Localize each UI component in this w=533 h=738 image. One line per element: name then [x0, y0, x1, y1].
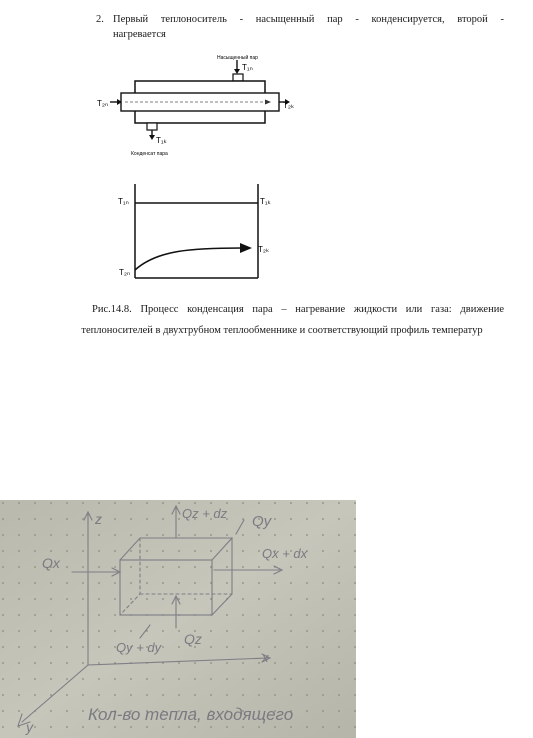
notebook-photo	[0, 500, 356, 738]
profile-t1n: T₁ₙ	[118, 197, 129, 206]
steam-inlet-label: Насыщенный пар	[217, 55, 258, 61]
profile-t2n: T₂ₙ	[119, 268, 131, 277]
caption-line1: Рис.14.8. Процесс конденсация пара – нагревание жидкости или газа: движение	[92, 304, 504, 315]
heat-exchanger-diagram	[95, 50, 305, 162]
qx-dx-label: Qx + dx	[262, 546, 308, 561]
y-axis-label: y	[26, 719, 33, 735]
t2k-label: T₂ₖ	[283, 101, 295, 110]
temperature-profile	[112, 180, 287, 282]
list-text-line2: нагревается	[113, 29, 166, 40]
t1n-label: T₁ₙ	[242, 63, 253, 72]
qz-dz-label: Qz + dz	[182, 506, 228, 521]
qy-label: Qy	[252, 513, 272, 530]
handwritten-note: Кол-во тепла, входящего	[88, 705, 294, 724]
t2n-label: T₂ₙ	[97, 99, 109, 108]
list-item	[96, 12, 504, 42]
profile-t1k: T₁ₖ	[260, 197, 271, 206]
qz-label: Qz	[184, 631, 202, 647]
list-number: 2.	[96, 14, 104, 25]
x-axis-label: x	[262, 650, 269, 665]
qy-dy-label: Qy + dy	[116, 640, 162, 655]
condensate-label: Конденсат пара	[131, 151, 168, 157]
list-text-line1: Первый теплоноситель - насыщенный пар - конденсируется, второй -	[113, 14, 504, 25]
t1k-label: T₁ₖ	[156, 136, 167, 145]
qx-label: Qx	[42, 555, 60, 571]
caption-line2: теплоносителей в двухтрубном теплообменнике и соответствующий профиль температур	[81, 325, 483, 336]
profile-t2k: T₂ₖ	[258, 245, 270, 254]
figure-caption	[60, 299, 504, 341]
fluid-temperature-curve	[135, 248, 242, 270]
z-axis-label: z	[95, 511, 102, 527]
